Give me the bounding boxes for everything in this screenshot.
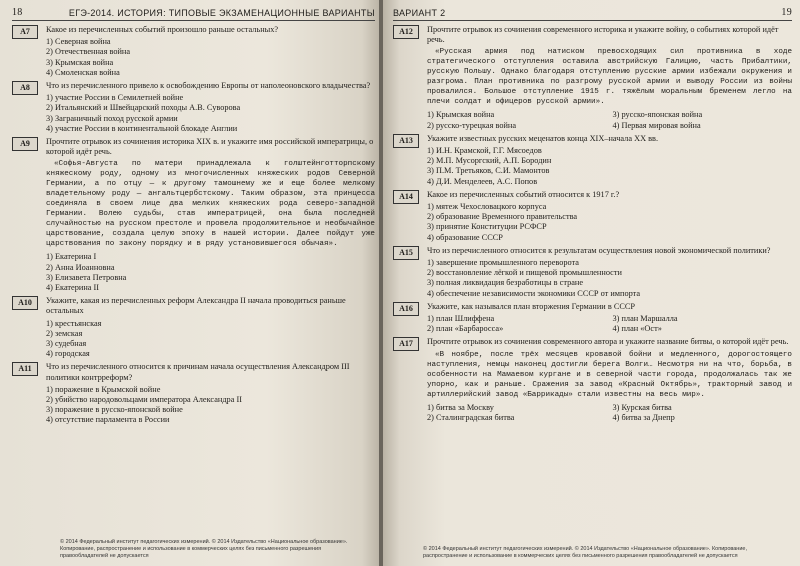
answer-option: 1) Северная война	[46, 37, 111, 47]
answer-option: 4) битва за Днепр	[612, 412, 675, 422]
answer-option: 4) Екатерина II	[46, 283, 100, 293]
answer-option: 2) план «Барбаросса»	[427, 324, 504, 334]
answer-option: 1) Екатерина I	[46, 252, 97, 262]
task-number: A15	[393, 246, 419, 260]
running-title: ЕГЭ-2014. ИСТОРИЯ: ТИПОВЫЕ ЭКЗАМЕНАЦИОННЫЕ ВАРИАНТЫ	[68, 8, 375, 18]
task-body	[427, 302, 792, 335]
source-quote: «В ноябре, после трёх месяцев кровавой бойни и медленного, дорогостоящего наступления, немцы наконец достигли берега Волги… Несмотря ни на что, борьба, в особенности на Мамаевом кургане и в северной части города, продолжалась так же упорно, как и раньше. Сражения за завод «Красный Октябрь», тракторный завод и артиллерийский завод «Баррикады» стали известны на весь мир».	[427, 350, 792, 399]
task-item	[393, 246, 792, 299]
task-item	[393, 302, 792, 335]
task-number: A10	[12, 296, 38, 310]
copyright-footer: © 2014 Федеральный институт педагогических измерений. © 2014 Издательство «Национальное образование». Копирование, распространение и использование в коммерческих целях без письменного разрешения правообладателей не допускается	[423, 546, 747, 559]
task-number: A16	[393, 302, 419, 316]
task-body	[46, 81, 375, 134]
answer-option: 3) поражение в русско-японской войне	[46, 405, 183, 415]
answer-option: 1) участие России в Семилетней войне	[46, 93, 184, 103]
task-question: Какое из перечисленных событий произошло раньше остальных?	[46, 25, 279, 34]
task-item	[12, 81, 375, 134]
answer-option: 4) отсутствие парламента в России	[46, 415, 170, 425]
task-item	[393, 25, 792, 131]
task-item	[12, 362, 375, 425]
answer-option: 2) М.П. Мусоргский, А.П. Бородин	[427, 156, 552, 166]
answer-option: 1) мятеж Чехословацкого корпуса	[427, 202, 547, 212]
answer-option: 2) Итальянский и Швейцарский походы А.В. Суворова	[46, 103, 241, 113]
task-number: A14	[393, 190, 419, 204]
answer-options	[427, 110, 792, 130]
task-question: Что из перечисленного относится к причинам начала осуществления Александром III политики контрреформ?	[46, 362, 350, 382]
answer-option: 1) план Шлиффена	[427, 314, 495, 324]
page-number: 18	[12, 7, 23, 18]
task-body	[427, 246, 792, 299]
answer-options	[427, 258, 792, 299]
answer-options	[427, 403, 792, 423]
answer-option: 3) Крымская война	[46, 57, 114, 67]
answer-option: 3) Заграничный поход русской армии	[46, 113, 178, 123]
task-body	[46, 296, 375, 359]
answer-options	[427, 314, 792, 334]
answer-option: 4) Первая мировая война	[612, 120, 701, 130]
task-question: Укажите, какая из перечисленных реформ Александра II начала проводиться раньше остальных	[46, 296, 346, 316]
answer-options	[46, 319, 375, 360]
left-task-list	[12, 25, 375, 426]
task-question: Какое из перечисленных событий относится к 1917 г.?	[427, 189, 620, 199]
task-question: Укажите известных русских меценатов конца XIX–начала XX вв.	[427, 133, 659, 143]
running-title: ВАРИАНТ 2	[393, 8, 446, 18]
answer-options	[46, 252, 375, 293]
right-page	[383, 0, 800, 566]
page-number: 19	[781, 7, 792, 18]
answer-options	[427, 146, 792, 187]
answer-option: 4) участие России в континентальной блокаде Англии	[46, 123, 238, 133]
left-page-header	[12, 4, 375, 21]
answer-option: 2) Отечественная война	[46, 47, 131, 57]
task-body	[427, 190, 792, 243]
task-item	[12, 137, 375, 293]
task-item	[393, 134, 792, 187]
answer-option: 2) Сталинградская битва	[427, 412, 515, 422]
answer-option: 2) земская	[46, 328, 83, 338]
answer-option: 3) русско-японская война	[612, 110, 703, 120]
answer-option: 1) поражение в Крымской войне	[46, 384, 161, 394]
task-number: A13	[393, 134, 419, 148]
answer-option: 3) принятие Конституции РСФСР	[427, 222, 547, 232]
answer-option: 3) судебная	[46, 339, 87, 349]
answer-option: 3) Курская битва	[612, 402, 672, 412]
right-task-list	[393, 25, 792, 423]
answer-option: 2) убийство народовольцами императора Александра II	[46, 395, 242, 405]
answer-option: 1) битва за Москву	[427, 402, 494, 412]
answer-option: 3) П.М. Третьяков, С.И. Мамонтов	[427, 166, 550, 176]
answer-options	[46, 37, 375, 78]
answer-option: 1) завершение промышленного переворота	[427, 258, 579, 268]
task-number: A7	[12, 25, 38, 39]
answer-options	[46, 385, 375, 426]
answer-option: 4) обеспечение независимости экономики СССР от импорта	[427, 288, 641, 298]
answer-option: 4) Д.И. Менделеев, А.С. Попов	[427, 176, 538, 186]
task-question: Что из перечисленного относится к результатам осуществления новой экономической политики?	[427, 245, 771, 255]
task-body	[46, 137, 375, 293]
task-question: Прочтите отрывок из сочинения современного историка и укажите войну, о событиях которой идёт речь.	[427, 25, 779, 45]
task-body	[427, 134, 792, 187]
right-page-header	[393, 4, 792, 21]
task-question: Укажите, как назывался план вторжения Германии в СССР	[427, 301, 636, 311]
answer-option: 1) И.Н. Крамской, Г.Г. Мясоедов	[427, 146, 542, 156]
answer-option: 4) Смоленская война	[46, 67, 120, 77]
task-item	[393, 337, 792, 423]
answer-option: 3) Елизавета Петровна	[46, 272, 127, 282]
answer-option: 2) образование Временного правительства	[427, 212, 578, 222]
task-body	[427, 337, 792, 423]
task-number: A11	[12, 362, 38, 376]
task-body	[46, 362, 375, 425]
source-quote: «Софья-Августа по матери принадлежала к голштейнготторпскому княжескому роду, одному из многочисленных княжеских родов Северной Германии, а по отцу — к другому тамошнему же и еще более мелкому владетельному роду — ангальтцербстскому. Таким образом, эта принцесса соединяла в своем лице два мелких княжеских рода северо-западной Германии. Волею судьбы, став императрицей, она была последней случайностью на русском престоле и провела продолжительное и необычайное царствование, создала целую эпоху в нашей истории. Далее пойдут уже царствования по закону порядку и в ряду установившегося обычая».	[46, 160, 375, 249]
task-question: Что из перечисленного привело к освобождению Европы от наполеоновского владычества?	[46, 81, 371, 91]
task-item	[12, 296, 375, 359]
left-page	[0, 0, 381, 566]
answer-options	[46, 93, 375, 134]
task-body	[46, 25, 375, 78]
answer-option: 2) русско-турецкая война	[427, 120, 517, 130]
task-item	[12, 25, 375, 78]
answer-options	[427, 202, 792, 243]
task-number: A8	[12, 81, 38, 95]
answer-option: 1) Крымская война	[427, 110, 495, 120]
task-number: A9	[12, 137, 38, 151]
answer-option: 4) городская	[46, 349, 90, 359]
task-body	[427, 25, 792, 131]
task-number: A17	[393, 337, 419, 351]
answer-option: 4) образование СССР	[427, 232, 503, 242]
source-quote: «Русская армия под натиском превосходящих сил противника в ходе стратегического отступления оставила австрийскую Галицию, часть Прибалтики, русскую Польшу. Однако благодаря отступлению русские армии избежали окружения и разгрома. План противника по разгрому русской армии и выводу России из войны провалился. Большое отступление 1915 г. тяжёлым моральным бременем легло на плечи солдат и офицеров русской армии».	[427, 48, 792, 107]
task-question: Прочтите отрывок из сочинения историка XIX в. и укажите имя российской императрицы, о которой идёт речь.	[46, 137, 374, 157]
answer-option: 3) полная ликвидация безработицы в стране	[427, 278, 584, 288]
answer-option: 1) крестьянская	[46, 318, 102, 328]
task-item	[393, 190, 792, 243]
answer-option: 3) план Маршалла	[612, 314, 678, 324]
answer-option: 2) восстановление лёгкой и пищевой промышленности	[427, 268, 622, 278]
answer-option: 4) план «Ост»	[612, 324, 662, 334]
task-number: A12	[393, 25, 419, 39]
copyright-footer: © 2014 Федеральный институт педагогических измерений. © 2014 Издательство «Национальное образование». Копирование, распространение и использование в коммерческих целях без письменного разрешения правообладателей не допускается	[60, 539, 348, 559]
answer-option: 2) Анна Иоанновна	[46, 262, 115, 272]
task-question: Прочтите отрывок из сочинения современного автора и укажите название битвы, о которой идёт речь.	[427, 337, 789, 347]
